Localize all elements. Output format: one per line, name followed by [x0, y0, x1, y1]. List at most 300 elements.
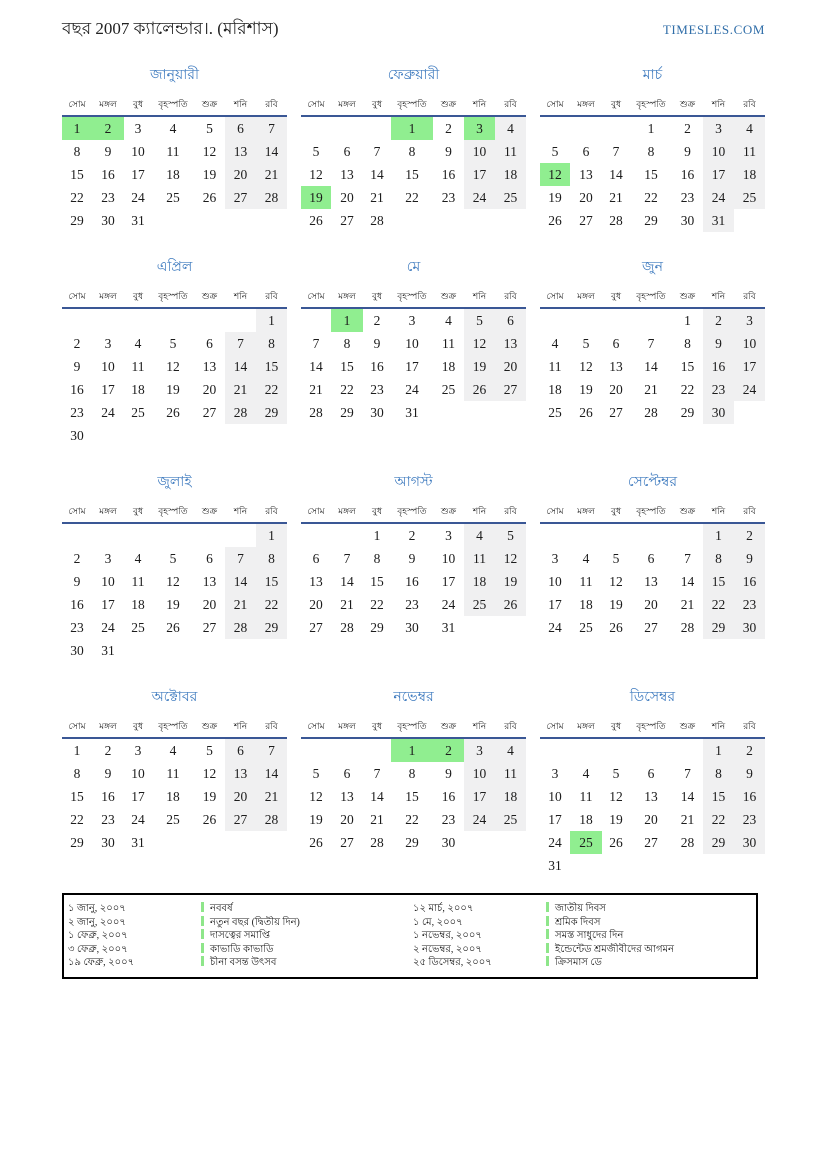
date-cell: 5	[169, 550, 177, 566]
month-title: মে	[406, 260, 421, 275]
date-cell: 18	[495, 785, 526, 808]
month-title: মার্চ	[642, 68, 663, 83]
date-cell: 5	[551, 143, 559, 159]
date-cell: 12	[464, 332, 495, 355]
date-cell: 1	[373, 527, 381, 543]
weekday-header: সোম	[301, 499, 331, 524]
date-cell: 14	[680, 573, 695, 589]
date-cell: 6	[312, 550, 320, 566]
date-cell: 7	[684, 550, 691, 566]
date-cell: 24	[548, 619, 562, 635]
empty-cell	[92, 524, 124, 547]
weekday-header: শনি	[464, 714, 495, 739]
date-cell: 16	[703, 355, 734, 378]
month-table	[540, 92, 765, 232]
date-cell: 11	[579, 573, 593, 589]
date-cell: 1	[703, 524, 734, 547]
weekday-header: সোম	[540, 284, 570, 309]
date-cell: 27	[609, 404, 623, 420]
date-cell: 19	[609, 811, 623, 827]
date-cell: 1	[256, 524, 287, 547]
date-cell: 19	[464, 355, 495, 378]
date-cell: 24	[548, 834, 562, 850]
empty-cell	[301, 524, 331, 547]
date-cell: 26	[464, 378, 495, 401]
weekday-header: রবি	[495, 499, 526, 524]
weekday-header: সোম	[62, 92, 92, 117]
empty-cell	[152, 831, 194, 854]
date-cell: 24	[131, 189, 145, 205]
date-cell: 3	[464, 117, 495, 140]
date-cell: 27	[309, 619, 323, 635]
empty-cell	[630, 524, 672, 547]
date-cell: 18	[131, 381, 145, 397]
date-cell: 27	[340, 834, 354, 850]
date-cell: 17	[131, 788, 145, 804]
date-cell: 13	[644, 788, 658, 804]
weekday-header: শুক্র	[194, 284, 225, 309]
weekday-header: বুধ	[363, 92, 391, 117]
date-cell: 28	[680, 619, 695, 635]
date-cell: 20	[225, 163, 256, 186]
date-cell: 6	[225, 739, 256, 762]
date-cell: 5	[312, 143, 320, 159]
date-cell: 1	[391, 739, 433, 762]
date-cell: 19	[202, 788, 217, 804]
weekday-header: শুক্র	[672, 92, 703, 117]
empty-cell	[495, 831, 526, 854]
empty-cell	[194, 209, 225, 232]
weekday-header: সোম	[540, 92, 570, 117]
date-cell: 20	[495, 355, 526, 378]
date-cell: 24	[131, 811, 145, 827]
date-cell: 14	[370, 166, 384, 182]
date-cell: 3	[408, 312, 416, 328]
empty-cell	[194, 309, 225, 332]
date-cell: 11	[548, 358, 562, 374]
date-cell: 3	[734, 309, 765, 332]
date-cell: 18	[166, 788, 180, 804]
legend-holidays-left	[201, 902, 413, 970]
date-cell: 2	[703, 309, 734, 332]
empty-cell	[62, 524, 92, 547]
date-cell: 30	[70, 427, 84, 443]
holiday-marker-icon	[546, 956, 549, 966]
month-table	[540, 284, 765, 424]
date-cell: 31	[548, 857, 562, 873]
date-cell: 3	[104, 550, 112, 566]
weekday-header: মঙ্গল	[331, 499, 363, 524]
date-cell: 6	[206, 550, 213, 566]
date-cell: 4	[582, 765, 590, 781]
date-cell: 15	[680, 358, 695, 374]
legend-date: ২ নভেম্বর, ২০০৭	[413, 943, 482, 955]
date-cell: 8	[408, 765, 416, 781]
date-cell: 6	[225, 117, 256, 140]
weekday-header: রবি	[495, 92, 526, 117]
date-cell: 16	[734, 785, 765, 808]
date-cell: 23	[70, 404, 84, 420]
holiday-marker-icon	[546, 929, 549, 939]
date-cell: 26	[202, 811, 217, 827]
date-cell: 11	[131, 573, 145, 589]
date-cell: 14	[256, 762, 287, 785]
date-cell: 28	[309, 404, 323, 420]
empty-cell	[602, 739, 630, 762]
empty-cell	[540, 524, 570, 547]
date-cell: 27	[225, 186, 256, 209]
empty-cell	[331, 117, 363, 140]
weekday-header: বুধ	[124, 92, 152, 117]
date-cell: 15	[703, 570, 734, 593]
date-cell: 25	[734, 186, 765, 209]
empty-cell	[672, 854, 703, 877]
month-table	[301, 499, 526, 639]
date-cell: 22	[340, 381, 354, 397]
weekday-header: মঙ্গল	[92, 714, 124, 739]
date-cell: 8	[647, 143, 655, 159]
date-cell: 7	[225, 332, 256, 355]
empty-cell	[540, 739, 570, 762]
date-cell: 15	[703, 785, 734, 808]
date-cell: 7	[256, 739, 287, 762]
site-link[interactable]: TIMESLES.COM	[662, 22, 765, 37]
holiday-marker-icon	[546, 902, 549, 912]
date-cell: 9	[104, 765, 112, 781]
date-cell: 7	[684, 765, 691, 781]
date-cell: 21	[680, 811, 695, 827]
date-cell: 4	[551, 335, 559, 351]
empty-cell	[225, 424, 256, 447]
date-cell: 15	[370, 573, 384, 589]
empty-cell	[124, 524, 152, 547]
date-cell: 13	[579, 166, 593, 182]
date-cell: 12	[166, 573, 180, 589]
date-cell: 8	[343, 335, 351, 351]
legend-dates-left	[68, 902, 201, 970]
date-cell: 29	[70, 834, 84, 850]
weekday-header: বৃহস্পতি	[391, 714, 433, 739]
date-cell: 14	[680, 788, 695, 804]
date-cell: 11	[131, 358, 145, 374]
weekday-header: শনি	[703, 714, 734, 739]
date-cell: 17	[548, 811, 562, 827]
weekday-header: মঙ্গল	[570, 499, 602, 524]
empty-cell	[194, 831, 225, 854]
weekday-header: বৃহস্পতি	[152, 499, 194, 524]
weekday-header: শনি	[225, 714, 256, 739]
date-cell: 24	[101, 619, 115, 635]
date-cell: 28	[256, 808, 287, 831]
weekday-header: সোম	[540, 714, 570, 739]
date-cell: 16	[101, 166, 115, 182]
empty-cell	[152, 639, 194, 662]
date-cell: 2	[445, 120, 452, 136]
date-cell: 21	[309, 381, 323, 397]
empty-cell	[194, 639, 225, 662]
date-cell: 29	[644, 212, 658, 228]
empty-cell	[331, 739, 363, 762]
holiday-marker-icon	[546, 916, 549, 926]
date-cell: 10	[464, 762, 495, 785]
empty-cell	[602, 524, 630, 547]
month-block-4	[62, 258, 287, 447]
legend-date: ১ জানু, ২০০৭	[68, 903, 126, 914]
date-cell: 17	[101, 381, 115, 397]
date-cell: 3	[134, 120, 142, 136]
date-cell: 8	[256, 332, 287, 355]
date-cell: 22	[405, 811, 419, 827]
date-cell: 13	[225, 140, 256, 163]
weekday-header: বৃহস্পতি	[630, 284, 672, 309]
month-title: আগস্ট	[394, 475, 433, 490]
date-cell: 10	[405, 335, 419, 351]
empty-cell	[152, 424, 194, 447]
empty-cell	[225, 639, 256, 662]
date-cell: 18	[131, 596, 145, 612]
date-cell: 21	[370, 189, 384, 205]
date-cell: 12	[202, 765, 217, 781]
date-cell: 8	[408, 143, 416, 159]
date-cell: 25	[464, 593, 495, 616]
date-cell: 29	[703, 831, 734, 854]
date-cell: 22	[405, 189, 419, 205]
weekday-header: বুধ	[602, 714, 630, 739]
weekday-header: শুক্র	[433, 714, 464, 739]
date-cell: 4	[169, 120, 177, 136]
month-table	[62, 714, 287, 854]
legend-holiday: ইন্ডেন্টেড শ্রমজীবীদের আগমন	[546, 943, 756, 957]
date-cell: 22	[680, 381, 695, 397]
empty-cell	[301, 309, 331, 332]
date-cell: 29	[256, 401, 287, 424]
month-block-5	[301, 258, 526, 424]
date-cell: 26	[309, 834, 323, 850]
date-cell: 15	[256, 355, 287, 378]
legend-holiday: শ্রমিক দিবস	[546, 916, 756, 930]
date-cell: 25	[441, 381, 456, 397]
date-cell: 30	[370, 404, 384, 420]
date-cell: 30	[405, 619, 419, 635]
date-cell: 30	[680, 212, 695, 228]
date-cell: 19	[301, 186, 331, 209]
date-cell: 26	[548, 212, 562, 228]
legend-dates-right	[413, 902, 546, 970]
date-cell: 12	[202, 143, 217, 159]
date-cell: 16	[680, 166, 695, 182]
weekday-header: বৃহস্পতি	[152, 284, 194, 309]
date-cell: 18	[441, 358, 456, 374]
date-cell: 14	[644, 358, 658, 374]
date-cell: 23	[370, 381, 384, 397]
month-table	[62, 499, 287, 662]
date-cell: 29	[256, 616, 287, 639]
date-cell: 8	[73, 765, 81, 781]
date-cell: 2	[433, 739, 464, 762]
date-cell: 29	[405, 834, 419, 850]
date-cell: 17	[441, 573, 456, 589]
empty-cell	[602, 854, 630, 877]
date-cell: 25	[131, 619, 145, 635]
date-cell: 23	[101, 811, 115, 827]
date-cell: 26	[609, 834, 623, 850]
weekday-header: বৃহস্পতি	[152, 714, 194, 739]
date-cell: 6	[206, 335, 213, 351]
legend-date: ১ নভেম্বর, ২০০৭	[413, 930, 482, 942]
date-cell: 14	[225, 570, 256, 593]
weekday-header: বৃহস্পতি	[630, 92, 672, 117]
date-cell: 9	[73, 573, 81, 589]
date-cell: 21	[370, 811, 384, 827]
date-cell: 9	[445, 143, 452, 159]
date-cell: 9	[408, 550, 416, 566]
date-cell: 7	[373, 765, 381, 781]
date-cell: 9	[734, 547, 765, 570]
date-cell: 17	[548, 596, 562, 612]
empty-cell	[630, 739, 672, 762]
date-cell: 28	[370, 834, 384, 850]
date-cell: 13	[609, 358, 623, 374]
date-cell: 1	[647, 120, 655, 136]
empty-cell	[734, 401, 765, 424]
empty-cell	[495, 616, 526, 639]
empty-cell	[602, 117, 630, 140]
date-cell: 30	[734, 616, 765, 639]
date-cell: 6	[647, 765, 655, 781]
date-cell: 26	[609, 619, 623, 635]
date-cell: 20	[202, 596, 217, 612]
empty-cell	[570, 739, 602, 762]
date-cell: 29	[340, 404, 354, 420]
empty-cell	[630, 309, 672, 332]
date-cell: 5	[312, 765, 320, 781]
date-cell: 15	[70, 166, 84, 182]
legend-date: ১ মে, ২০০৭	[413, 916, 463, 928]
date-cell: 18	[734, 163, 765, 186]
date-cell: 27	[202, 619, 217, 635]
weekday-header: মঙ্গল	[331, 714, 363, 739]
month-title: জুন	[642, 260, 663, 275]
date-cell: 4	[464, 524, 495, 547]
date-cell: 3	[445, 527, 452, 543]
date-cell: 19	[609, 596, 623, 612]
date-cell: 30	[734, 831, 765, 854]
empty-cell	[225, 831, 256, 854]
date-cell: 11	[734, 140, 765, 163]
weekday-header: বৃহস্পতি	[391, 499, 433, 524]
empty-cell	[124, 424, 152, 447]
weekday-header: বৃহস্পতি	[391, 284, 433, 309]
date-cell: 5	[169, 335, 177, 351]
date-cell: 27	[644, 834, 658, 850]
date-cell: 28	[340, 619, 354, 635]
weekday-header: মঙ্গল	[92, 92, 124, 117]
date-cell: 21	[609, 189, 623, 205]
date-cell: 16	[101, 788, 115, 804]
empty-cell	[62, 309, 92, 332]
date-cell: 16	[734, 570, 765, 593]
month-block-8	[301, 473, 526, 639]
months-grid	[62, 66, 765, 877]
date-cell: 14	[609, 166, 623, 182]
date-cell: 23	[703, 378, 734, 401]
date-cell: 19	[202, 166, 217, 182]
date-cell: 7	[225, 547, 256, 570]
weekday-header: শনি	[464, 92, 495, 117]
date-cell: 11	[464, 547, 495, 570]
empty-cell	[540, 309, 570, 332]
empty-cell	[152, 309, 194, 332]
date-cell: 16	[70, 381, 84, 397]
weekday-header: শুক্র	[194, 92, 225, 117]
weekday-header: সোম	[62, 284, 92, 309]
date-cell: 17	[101, 596, 115, 612]
date-cell: 9	[684, 143, 691, 159]
date-cell: 18	[548, 381, 562, 397]
date-cell: 23	[734, 808, 765, 831]
weekday-header: বুধ	[363, 499, 391, 524]
date-cell: 9	[73, 358, 81, 374]
date-cell: 6	[647, 550, 655, 566]
month-table	[62, 284, 287, 447]
empty-cell	[495, 401, 526, 424]
date-cell: 2	[734, 739, 765, 762]
holiday-marker-icon	[201, 929, 204, 939]
date-cell: 29	[680, 404, 695, 420]
weekday-header: শনি	[225, 499, 256, 524]
date-cell: 19	[495, 570, 526, 593]
date-cell: 20	[340, 189, 354, 205]
legend-date: ১৯ ফেব্রু, ২০০৭	[68, 957, 135, 969]
date-cell: 10	[703, 140, 734, 163]
empty-cell	[570, 117, 602, 140]
date-cell: 2	[73, 335, 81, 351]
empty-cell	[672, 524, 703, 547]
legend-holiday: চীনা বসন্ত উৎসব	[201, 956, 413, 970]
legend-date: ১ ফেব্রু, ২০০৭	[68, 930, 128, 942]
weekday-header: মঙ্গল	[331, 92, 363, 117]
date-cell: 9	[734, 762, 765, 785]
date-cell: 1	[684, 312, 691, 328]
date-cell: 29	[370, 619, 384, 635]
date-cell: 21	[225, 378, 256, 401]
legend-holidays-right	[546, 902, 756, 970]
date-cell: 9	[703, 332, 734, 355]
date-cell: 23	[441, 811, 456, 827]
weekday-header: সোম	[62, 499, 92, 524]
date-cell: 8	[373, 550, 381, 566]
date-cell: 3	[703, 117, 734, 140]
legend-holiday: সমস্ত সাধুদের দিন	[546, 929, 756, 943]
weekday-header: শনি	[703, 92, 734, 117]
empty-cell	[92, 309, 124, 332]
date-cell: 16	[441, 788, 456, 804]
date-cell: 2	[373, 312, 381, 328]
date-cell: 29	[70, 212, 84, 228]
date-cell: 7	[343, 550, 351, 566]
date-cell: 27	[225, 808, 256, 831]
weekday-header: রবি	[495, 284, 526, 309]
date-cell: 27	[579, 212, 593, 228]
date-cell: 28	[225, 401, 256, 424]
month-block-3	[540, 66, 765, 232]
date-cell: 25	[570, 831, 602, 854]
date-cell: 21	[340, 596, 354, 612]
month-title: জানুয়ারী	[150, 68, 199, 83]
month-block-9	[540, 473, 765, 639]
weekday-header: শনি	[703, 499, 734, 524]
date-cell: 1	[703, 739, 734, 762]
